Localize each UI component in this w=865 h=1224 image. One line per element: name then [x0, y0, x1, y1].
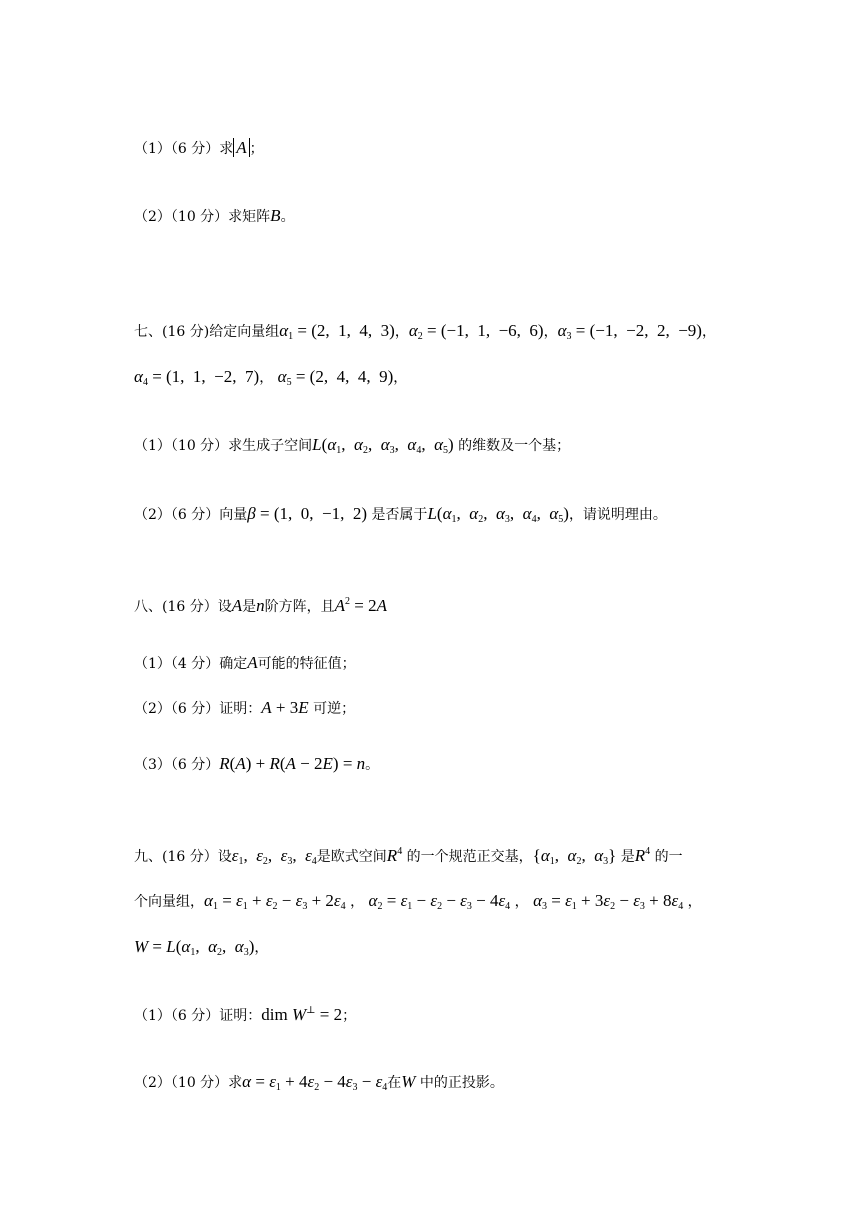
p7-beta: β = (1, 0, −1, 2) [247, 504, 367, 523]
p7-sep: ， [701, 324, 716, 340]
p8-q2-label: （2）（6 分）证明： [134, 701, 262, 717]
p7-heading-text: 七、(16 分)给定向量组 [134, 324, 280, 340]
p9-q2-expr: $\alpha = \varepsilon_1 + 4\varepsilon_2 - 4\varepsilon_3 - \varepsilon_4$ [242, 1072, 388, 1093]
p8-q2-tail: 可逆； [313, 701, 356, 717]
p8-heading [134, 595, 387, 618]
p7-q1 [134, 434, 570, 457]
p8-q3-tail: 。 [365, 757, 380, 773]
p9-q2-mid: 在 [387, 1075, 402, 1091]
p9-alpha2: $\alpha_2 = \varepsilon_1 - \varepsilon_2 - \varepsilon_3 - 4\varepsilon_4$ [368, 891, 511, 912]
p9-h-mid3: 是 [620, 849, 635, 865]
p9-q2-W: W [401, 1072, 416, 1091]
p7-a4: $\alpha_4 = (1$, 1, −2, 7) [134, 367, 260, 388]
p9-R4-b: $R^4$ [634, 846, 651, 865]
p8-heading-text: 八、(16 分）设 [134, 599, 232, 615]
p8-heading-mid: 是 [242, 599, 257, 615]
p7-q2-mid: 是否属于 [371, 507, 428, 523]
p7-q2 [134, 503, 667, 526]
p8-eq: $A^2 = 2A$ [334, 596, 387, 615]
p7-q2-tail: ，请说明理由。 [568, 507, 667, 523]
p7-a2: $\alpha_2 = (-1$, 1, −6, 6) [408, 321, 544, 342]
p9-line3: $W = L(\alpha_1$, $\alpha_2$, $\alpha_3$)， [134, 937, 269, 958]
p9-alpha1: $\alpha_1 = \varepsilon_1 + \varepsilon_2 - \varepsilon_3 + 2\varepsilon_4$ [204, 891, 346, 912]
p6-q2-expr: B [270, 206, 281, 225]
p9-q1-expr: dim W⊥ = 2 [261, 1005, 343, 1024]
p9-q1-label: （1）（6 分）证明： [134, 1008, 262, 1024]
p7-q2-label: （2）（6 分）向量 [134, 507, 248, 523]
p8-n: n [256, 596, 265, 615]
p8-q3-expr: R(A) + R(A − 2E) = n [219, 754, 366, 773]
p6-q1-tail: ； [249, 141, 264, 157]
p7-sep: ， [543, 324, 558, 340]
p8-q1-label: （1）（4 分）确定 [134, 656, 248, 672]
p9-q1 [134, 1004, 356, 1027]
p6-q2-label: （2）（10 分）求矩阵 [134, 209, 271, 225]
p9-line2-head: 个向量组， [134, 894, 204, 910]
p6-q1-label: （1）（6 分）求 [134, 141, 234, 157]
p7-a5: $\alpha_5 = (2$, 4, 4, 9) [277, 367, 394, 388]
p8-q1 [134, 652, 356, 675]
p8-A: A [231, 596, 243, 615]
p6-q1 [134, 137, 264, 160]
p8-q2-expr: A + 3E [261, 698, 309, 717]
p7-sep: ， [259, 370, 274, 386]
p8-q2 [134, 697, 355, 720]
p9-line2: 个向量组，$\alpha_1 = \varepsilon_1 + \varepsilon_2 - \varepsilon_3 + 2\varepsilon_4$ ， $\alpha_2 = \varepsilon_1 - \varepsilon_2 - \varepsilon_3 - 4\varepsilon_4$ ， $\alpha_3 = \varepsilon_1 + 3\varepsilon_2 - \varepsilon_3 + 8\varepsilon_4$ ， [134, 891, 702, 912]
p9-W-def: $W = L(\alpha_1$, $\alpha_2$, $\alpha_3$) [134, 937, 255, 958]
p7-heading [134, 320, 716, 343]
p8-q1-A: A [247, 653, 258, 672]
p7-line2 [134, 366, 407, 389]
p9-R4: $R^4$ [386, 846, 403, 865]
p8-q3 [134, 753, 379, 776]
p9-eps: $\varepsilon_1$, $\varepsilon_2$, $\varepsilon_3$, $\varepsilon_4$ [231, 846, 317, 867]
p7-span: $L(\alpha_1$, $\alpha_2$, $\alpha_3$, $\alpha_4$, $\alpha_5$) [312, 435, 454, 456]
p8-q1-tail: 可能的特征值； [257, 656, 356, 672]
p7-q1-label: （1）（10 分）求生成子空间 [134, 438, 313, 454]
p9-h-mid2: 的一个规范正交基， [406, 849, 533, 865]
p6-q2-tail: 。 [280, 209, 295, 225]
p9-alpha3: $\alpha_3 = \varepsilon_1 + 3\varepsilon_2 - \varepsilon_3 + 8\varepsilon_4$ [533, 891, 684, 912]
p9-heading-text: 九、(16 分）设 [134, 849, 232, 865]
p6-q1-expr: A [233, 138, 249, 157]
p7-a3: $\alpha_3 = (-1$, −2, 2, −9) [557, 321, 702, 342]
p7-a1: $\alpha_1 = (2$, 1, 4, 3) [279, 321, 395, 342]
p9-h-mid: 是欧式空间 [316, 849, 387, 865]
p9-q2-tail: 中的正投影。 [419, 1075, 504, 1091]
p9-q1-tail: ； [342, 1008, 357, 1024]
p8-heading-mid2: 阶方阵，且 [264, 599, 335, 615]
p9-set: {$\alpha_1$, $\alpha_2$, $\alpha_3$} [532, 846, 617, 867]
p9-q2 [134, 1071, 504, 1094]
p9-heading [134, 845, 683, 868]
p9-h-tail: 的一 [654, 849, 683, 865]
p7-q1-tail: 的维数及一个基； [458, 438, 571, 454]
p8-q3-label: （3）（6 分） [134, 757, 220, 773]
p7-sep: ， [393, 370, 408, 386]
p6-q2 [134, 205, 295, 228]
p7-span-2: $L(\alpha_1$, $\alpha_2$, $\alpha_3$, $\alpha_4$, $\alpha_5$) [427, 504, 569, 525]
p9-q2-label: （2）（10 分）求 [134, 1075, 243, 1091]
p7-sep: ， [394, 324, 409, 340]
